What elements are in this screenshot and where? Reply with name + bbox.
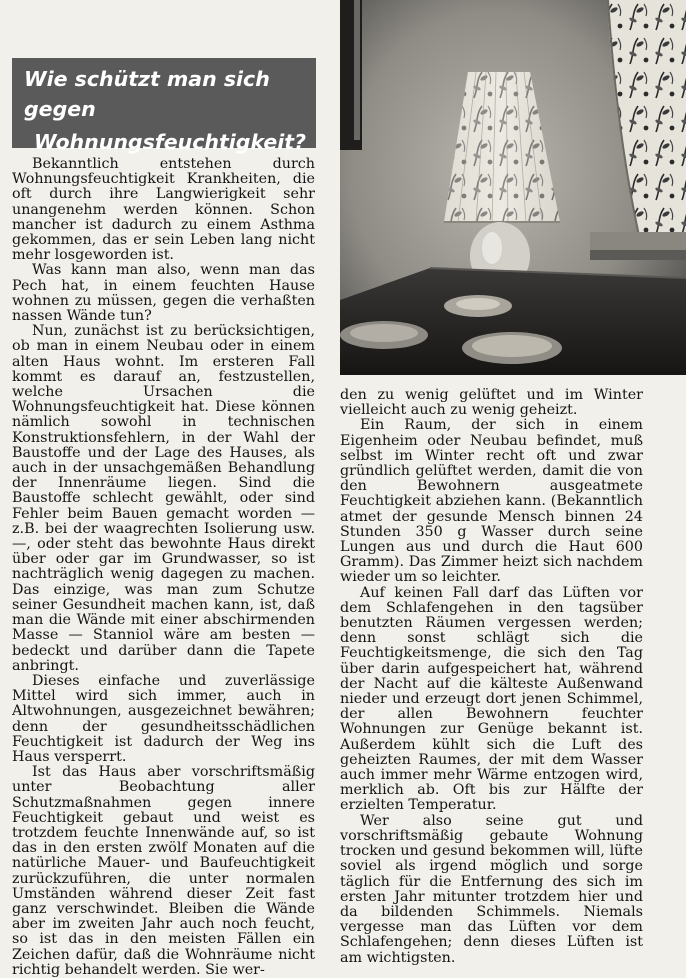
paragraph: Was kann man also, wenn man das Pech hat, in einem feuchten Hause wohnen zu müssen, gegen die verhaßten nassen Wände tun? [12, 262, 315, 325]
paragraph: Nun, zunächst ist zu berücksichtigen, ob man in einem Neubau oder in einem alten Haus wohnt. Im ersteren Fall kommt es darauf an, festzustellen, welche Ursachen die Wohnungsfeuchtigkeit hat. Diese können nämlich sowohl in technischen Konstruktionsfehlern, in der Wahl der Baustoffe und der Lage des Hauses, als auch in der unsachgemäßen Behandlung der Innenräume liegen. Sind die Baustoffe schlecht gewählt, oder sind Fehler beim Bauen gemacht worden — z.B. bei der waagrechten Isolierung usw. —, oder steht das bewohnte Haus direkt über oder gar im Grundwasser, so ist nachträglich wenig dagegen zu machen. Das einzige, was man zum Schutze seiner Gesundheit machen kann, ist, daß man die Wände mit einer abschirmenden Masse — Stanniol wäre am besten — bedeckt und darüber dann die Tapete anbringt. [12, 323, 315, 674]
paragraph: Bekanntlich entstehen durch Wohnungsfeuchtigkeit Krankheiten, die oft durch ihre Langwierigkeit sehr unangenehm werden können. Schon mancher ist dadurch zu einem Asthma gekommen, das er sein Leben lang nicht mehr losgeworden ist. [12, 156, 315, 264]
headline-line-2: Wohnungsfeuchtigkeit? [33, 130, 306, 154]
paragraph: Auf keinen Fall darf das Lüften vor dem Schlafengehen in den tagsüber benutzten Räumen vergessen werden; denn sonst schlägt sich die Feuchtigkeitsmenge, die sich den Tag über darin aufgespeichert hat, während der Nacht auf die kälteste Außenwand nieder und erzeugt dort jenen Schimmel, der allen Bewohnern feuchter Wohnungen zur Genüge bekannt ist. Außerdem kühlt sich die Luft des geheizten Raumes, der mit dem Wasser auch immer mehr Wärme entzogen wird, merklich ab. Oft bis zur Hälfte der erzielten Temperatur. [340, 584, 643, 814]
paragraph: Ein Raum, der sich in einem Eigenheim oder Neubau befindet, muß selbst im Winter recht oft und zwar gründlich gelüftet werden, damit die von den Bewohnern ausgeatmete Feuchtigkeit abziehen kann. (Bekanntlich atmet der gesunde Mensch binnen 24 Stunden 350 g Wasser durch seine Lungen aus und durch die Haut 600 Gramm). Das Zimmer heizt sich nachdem wieder um so leichter. [340, 417, 643, 586]
article-column-left [12, 157, 315, 978]
headline-box [12, 58, 316, 154]
headline-line-1: Wie schützt man sich gegen [24, 67, 270, 121]
paragraph: Dieses einfache und zuverlässige Mittel wird sich immer, auch in Altwohnungen, ausgezeichnet bewähren; denn der gesundheitsschädlichen Feuchtigkeit ist dadurch der Weg ins Haus versperrt. [12, 672, 315, 765]
paragraph: Ist das Haus aber vorschriftsmäßig unter Beobachtung aller Schutzmaßnahmen gegen innere Feuchtigkeit gebaut und weist es trotzdem feuchte Innenwände auf, so ist das in den ersten zwölf Monaten auf die natürliche Mauer- und Baufeuchtigkeit zurückzuführen, die unter normalen Umständen während dieser Zeit fast ganz verschwindet. Bleiben die Wände aber im zweiten Jahr auch noch feucht, so ist das in den meisten Fällen ein Zeichen dafür, daß die Wohnräume nicht richtig behandelt werden. Sie wer- [12, 764, 315, 978]
paragraph-continuation: den zu wenig gelüftet und im Winter vielleicht auch zu wenig geheizt. [340, 387, 643, 419]
paragraph: Wer also seine gut und vorschriftsmäßig gebaute Wohnung trocken und gesund bekommen will, lüfte soviel als irgend möglich und sorge täglich für die Entfernung des sich im ersten Jahr mitunter trotzdem hier und da bildenden Schimmels. Niemals vergesse man das Lüften vor dem Schlafengehen; denn dieses Lüften ist am wichtigsten. [340, 812, 643, 966]
photo-table-lamp [340, 0, 686, 375]
article-column-right [340, 388, 643, 966]
